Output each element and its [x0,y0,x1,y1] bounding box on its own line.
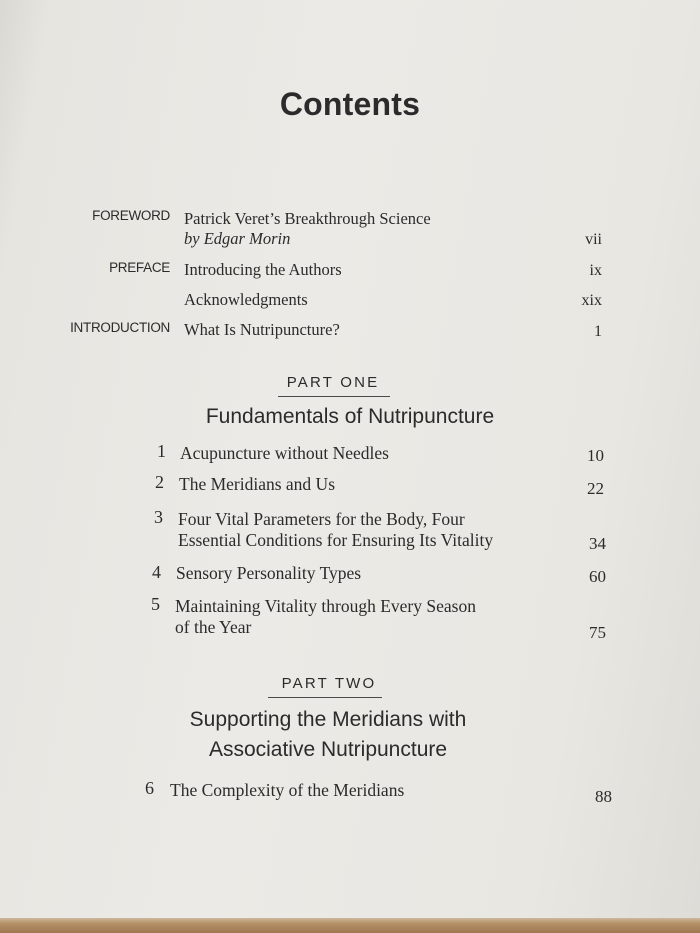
chapter-5-title-line2: of the Year [175,617,252,637]
chapter-1-page: 10 [587,446,604,465]
part-one-title: Fundamentals of Nutripuncture [205,405,495,428]
preface-page: ix [589,262,602,279]
page-edge [0,918,700,933]
acknowledgments-title: Acknowledgments [184,290,308,309]
chapter-5-number: 5 [151,594,160,614]
chapter-3-title-line2: Essential Conditions for Ensuring Its Vitality [178,530,494,550]
page-title: Contents [279,86,421,122]
chapter-1-title: Acupuncture without Needles [180,443,389,463]
preface-title: Introducing the Authors [184,260,342,279]
chapter-6-number: 6 [145,778,154,798]
introduction-title: What Is Nutripuncture? [184,320,340,339]
introduction-page: 1 [594,323,602,340]
chapter-5-page: 75 [589,623,606,642]
chapter-1-number: 1 [157,441,166,461]
part-two-title-line1: Supporting the Meridians with [189,708,467,731]
chapter-4-number: 4 [152,562,161,582]
chapter-4-page: 60 [589,567,606,586]
chapter-6-title: The Complexity of the Meridians [170,780,405,800]
chapter-2-page: 22 [587,479,604,498]
preface-label: PREFACE [109,260,170,275]
foreword-page: vii [585,231,602,248]
chapter-2-title: The Meridians and Us [179,474,336,494]
chapter-3-number: 3 [154,507,163,527]
foreword-author: by Edgar Morin [184,229,291,248]
part-two-title-line2: Associative Nutripuncture [208,738,448,761]
chapter-5-title-line1: Maintaining Vitality through Every Season [175,596,476,616]
part-two-label: PART TWO [281,675,377,692]
chapter-4-title: Sensory Personality Types [176,563,362,583]
acknowledgments-page: xix [581,292,602,309]
introduction-label: INTRODUCTION [70,320,170,335]
chapter-3-page: 34 [589,534,606,553]
part-one-label: PART ONE [286,374,380,391]
chapter-3-title-line1: Four Vital Parameters for the Body, Four [178,509,465,529]
part-two-rule [268,697,382,698]
foreword-title: Patrick Veret’s Breakthrough Science [184,209,431,228]
chapter-6-page: 88 [595,787,612,806]
foreword-label: FOREWORD [92,208,170,223]
chapter-2-number: 2 [155,472,164,492]
part-one-rule [278,396,390,397]
